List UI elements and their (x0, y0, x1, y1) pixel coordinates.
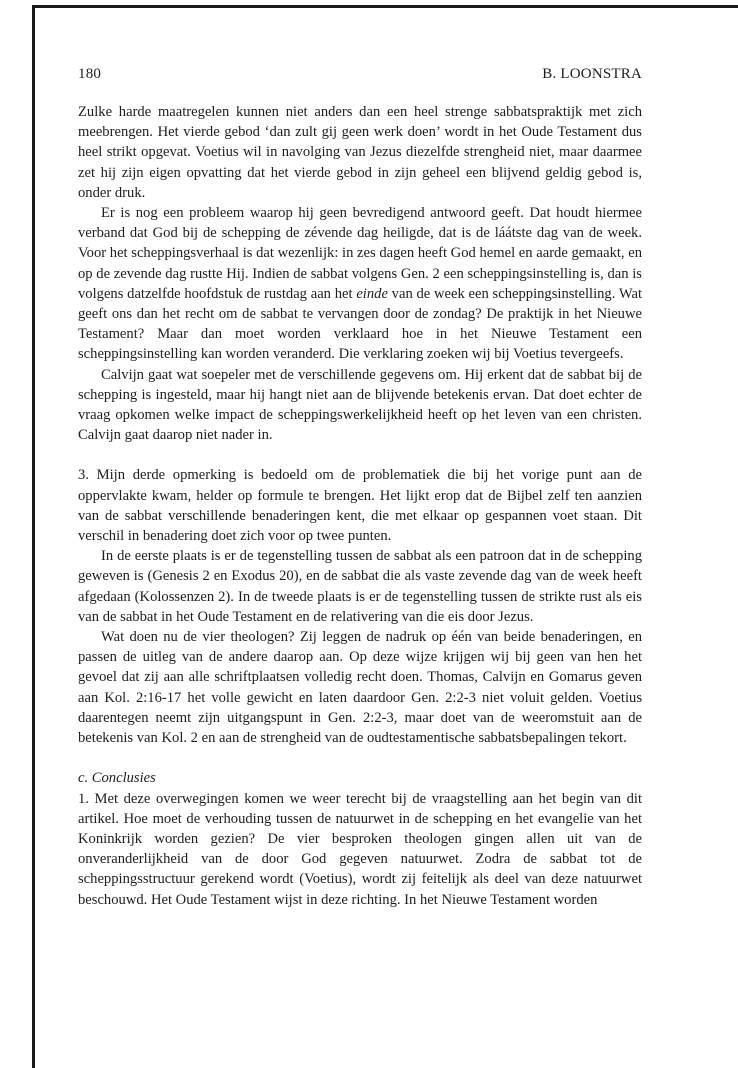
author-name: B. LOONSTRA (542, 66, 642, 82)
paragraph-5: In de eerste plaats is er de tegenstelling tussen de sabbat als een patroon dat in de schepping geweven is (Genesis 2 en Exodus 20), en de sabbat die als vaste zevende dag van de week heeft afgedaan (Kolossenzen 2). In de tweede plaats is er de tegenstelling tussen de strikte rust als eis van de sabbat in het Oude Testament en de relativering van die eis door Jezus. (78, 548, 642, 625)
page-number: 180 (78, 66, 102, 82)
section-gap (78, 748, 642, 768)
paragraph-7: 1. Met deze overwegingen komen we weer terecht bij de vraagstelling aan het begin van dit artikel. Hoe moet de verhouding tussen de natuurwet in de schepping en het evangelie van het Koninkrijk worden gezien? De vier besproken theologen gingen allen uit van de onveranderlijkheid van de door God gegeven natuurwet. Zodra de sabbat tot de scheppingsstructuur gerekend wordt (Voetius), wordt zij feitelijk als deel van deze natuurwet beschouwd. Het Oude Testament wijst in deze richting. In het Nieuwe Testament worden (78, 790, 642, 908)
paragraph-6: Wat doen nu de vier theologen? Zij leggen de nadruk op één van beide benaderingen, en passen de uitleg van de andere daarop aan. Op deze wijze krijgen wij bij geen van hen het gevoel dat zij aan alle schriftplaatsen volledig recht doen. Thomas, Calvijn en Gomarus geven aan Kol. 2:16-17 het volle gewicht en laten daardoor Gen. 2:2-3 niet voluit gelden. Voetius daarentegen neemt zijn uitgangspunt in Gen. 2:2-3, maar doet van de weeromstuit aan de betekenis van Kol. 2 en aan de strengheid van de oudtestamentische sabbatsbepalingen tekort. (78, 629, 642, 747)
paragraph-3: Calvijn gaat wat soepeler met de verschillende gegevens om. Hij erkent dat de sabbat bij de schepping is ingesteld, maar hij hangt niet aan de blijvende betekenis ervan. Dat doet echter de vraag opkomen welke impact de scheppingswerkelijkheid heeft op het leven van een christen. Calvijn gaat daarop niet nader in. (78, 366, 642, 444)
paragraph-2-part-1: Er is nog een probleem waarop hij geen bevredigend antwoord geeft. Dat houdt hiermee verband dat God bij de schepping de zévende dag heiligde, dat is de láátste dag van de week. Voor het scheppingsverhaal is dat wezenlijk: in zes dagen heeft God hemel en aarde gemaakt, en op de zevende dag rustte Hij. Indien de sabbat volgens Gen. 2 een scheppingsinstelling is, dan is volgens datzelfde hoofdstuk de rustdag aan het (78, 205, 642, 302)
paragraph-4: 3. Mijn derde opmerking is bedoeld om de problematiek die bij het vorige punt aan de oppervlakte kwam, helder op formule te brengen. Het lijkt erop dat de Bijbel zelf ten aanzien van de sabbat verschillende benaderingen kent, die met elkaar op gespannen voet staan. Dit verschil in benadering doet zich voor op twee punten. (78, 467, 642, 545)
page-content (78, 66, 642, 910)
section-heading-text: c. Conclusies (78, 770, 156, 787)
paragraph-1: Zulke harde maatregelen kunnen niet anders dan een heel strenge sabbatspraktijk met zich meebrengen. Het vierde gebod ‘dan zult gij geen werk doen’ wordt in het Oude Testament dus heel strikt opgevat. Voetius wil in navolging van Jezus diezelfde strengheid niet, maar daarmee zet hij zijn eigen opvatting dat het vierde gebod in zijn geheel een blijvend geldig gebod is, onder druk. (78, 104, 642, 201)
scan-border-top (32, 5, 738, 8)
paragraph-gap (78, 445, 642, 465)
paragraph-2 (78, 203, 642, 365)
paragraph-2-part-2: van de week een scheppingsinstelling. Wat geeft ons dan het recht om de sabbat te vervangen door de zondag? De praktijk in het Nieuwe Testament? Maar dan moet worden verklaard hoe in het Nieuwe Testament een scheppingsinstelling kan worden veranderd. Die verklaring zoeken wij bij Voetius tevergeefs. (78, 285, 642, 363)
scan-border-left (32, 5, 35, 1068)
running-head (78, 66, 642, 83)
section-heading (78, 768, 642, 788)
paragraph-2-italic: einde (356, 285, 388, 302)
